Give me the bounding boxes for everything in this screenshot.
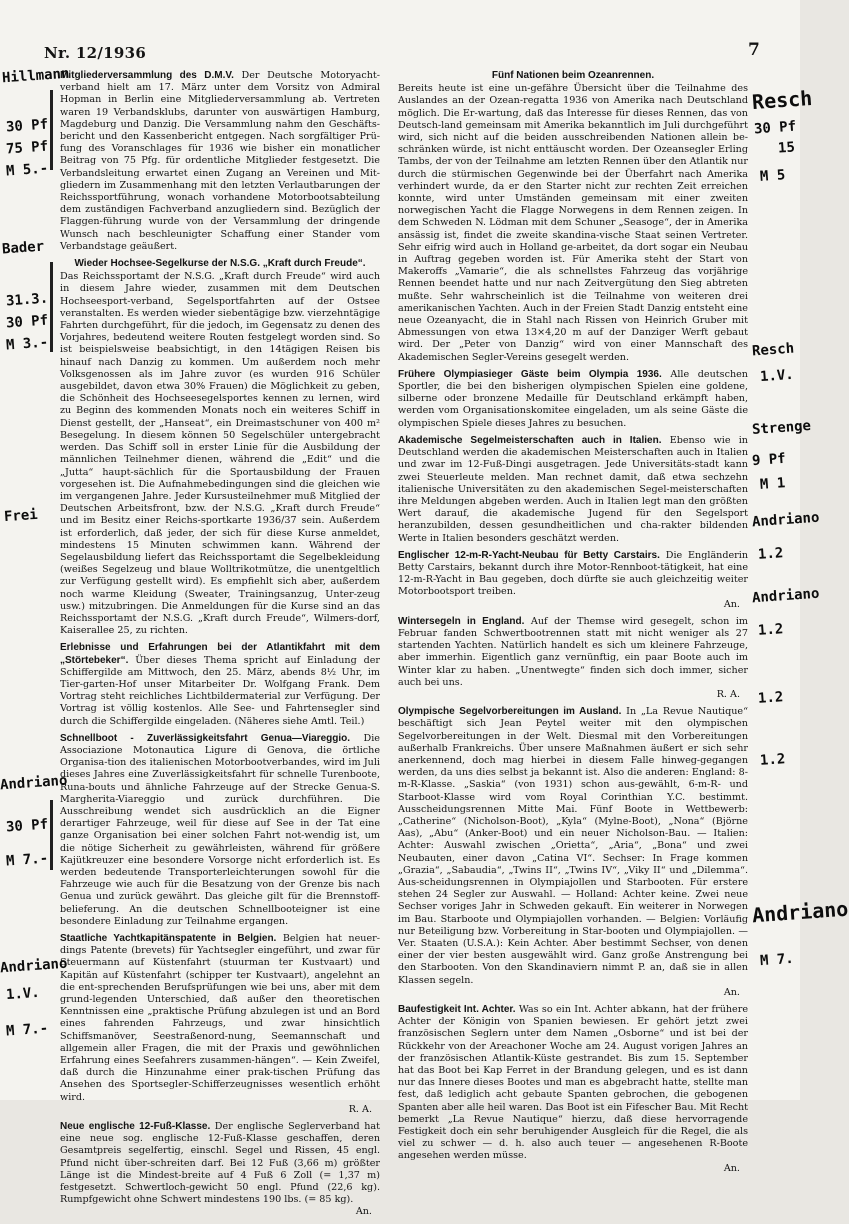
article-signature: An.: [355, 1206, 372, 1218]
handwritten-note: Andriano: [751, 509, 820, 531]
article-heading: Akademische Segelmeisterschaften auch in Italien.: [398, 434, 662, 446]
handwritten-note: 30 Pf: [753, 118, 797, 138]
handwritten-note: M 5.-: [5, 160, 49, 180]
handwritten-note: 30 Pf: [5, 816, 49, 836]
pen-stroke: [50, 262, 53, 352]
handwritten-note: 1.2: [759, 751, 786, 769]
article-body: Alle deutschen Sportler, die bei den bisherigen olympischen Spielen eine goldene, silberne oder bronzene Medaille für Deutschland erkämpft haben, werden vom Organisationskomitee eingeladen, um als seine Gäste die olympischen Spiele dieses Jahres zu besuchen.: [398, 368, 748, 429]
article: [60, 733, 380, 928]
handwritten-note: Andriano: [751, 896, 849, 928]
handwritten-note: Strenge: [751, 417, 812, 439]
pen-stroke: [50, 800, 53, 870]
handwritten-note: Hillmann: [1, 65, 70, 87]
handwritten-note: Andriano: [0, 772, 68, 794]
article-body: Der Deutsche Motoryacht-verband hielt am 17. März unter dem Vorsitz von Admiral Hopman in Berlin eine Mitgliederversammlung ab. Vertreten waren 19 Verbandsklubs, darunter von auswärtigen Hamburg, Magdeburg und Danzig. Die Versammlung nahm den Geschäfts-bericht und den Kassenbericht entgegen. Nach sorgfältiger Prü-fung des Voranschlages für 1936 wie bisher ein monatlicher Beitrag von 75 Pfg. für ordentliche Mitglieder festgesetzt. Die Verbandsleitung erwartet einen Zugang an Vereinen und Mit-gliedern im Zusammenhang mit den letzten Verlautbarungen der Reichssportführung, wonach vorhandene Motorbootsabteilung dem zuständigen Fachverband anzugliedern sind. Bezüglich der Flaggen-führung wurde von der Versammlung der dringende Wunsch nach beschleunigter Schaffung einer Stander vom Verbandstage geäußert.: [60, 70, 380, 252]
article: [398, 550, 748, 611]
article-body: Die Associazione Motonautica Ligure di Genova, die örtliche Organisa-tion des italienischen Motorbootverbandes, wird im Juli dieses Jahres eine Zuverlässigkeitsfahrt für schnelle Turenboote, Runa-bouts und ähnliche Fahrzeuge auf der Strecke Genua-S. Margherita-Viareggio und zurück durchführen. Die Ausschreibung wendet sich ausdrücklich an die Eigner derartiger Fahrzeuge, weil für diese auf See in der Tat eine ganze Organisation bei einer solchen Fahrt not-wendig ist, um die nötige Sicherheit zu gewährleisten, während für größere Kajütkreuzer eine besondere Vorsorge nicht erforderlich ist. Es werden bedeutende Transporterleichterungen sowohl für die Fahrzeuge wie auch für die Besatzung von der Grenze bis nach Genua und zurück gewährt. Das gleiche gilt für die Brennstoff-belieferung. An die deutschen Schnellbooteigner ist eine besondere Einladung zur Teilnahme ergangen.: [60, 732, 380, 927]
article-body: Bereits heute ist eine un-gefähre Übersicht über die Teilnahme des Auslandes an der Ozean-regatta 1936 von Amerika nach Deutschland möglich. Die Er-wartung, daß das Interesse für dieses Rennen, das von Deutsch-land gemeinsam mit Amerika bekanntlich im Juli durchgeführt wird, sich nicht auf die beiden ausschreibenden Nationen allein be-schränken würde, ist nicht enttäuscht worden. Der Ozeansegler Erling Tambs, der von der Teilnahme am letzten Rennen über den Atlantik nur durch die stürmischen Gegenwinde bei der Überfahrt nach Amerika verhindert wurde, da er den Starter nicht zur rechten Zeit erreichen konnte, wird unter Umständen gemeinsam mit einer zweiten norwegischen Yacht die Flagge Norwegens in dem Rennen zeigen. In dem Schweden N. Lödman mit dem Schuner „Seasoge“, der in Amerika ansässig ist, findet die zweite skandina-vische Staat seinen Vertreter. Sehr eifrig wird auch in Holland ge-arbeitet, da dort sogar ein Neubau in Auftrag gegeben worden ist. Für Amerika steht der Start von Makeroffs „Vamarie“, die als schnellstes Fahrzeug das vorjährige Rennen beendet hatte und nur nach Zeitvergütung den Sieg abtreten mußte. Sehr wahrscheinlich ist die Teilnahme von weiteren drei amerikanischen Yachten. Auch in der Freien Stadt Danzig entsteht eine neue Ozeanyacht, die in Stahl nach Rissen von Heinrich Gruber mit Abmessungen von etwa 13×4,20 m auf der Danziger Werft gebaut wird. Der „Peter von Danzig“ wird von einer Mannschaft des Akademischen Segler-Vereins gesegelt werden.: [398, 83, 748, 363]
article-body: In „La Revue Nautique“ beschäftigt sich Jean Peytel weiter mit den olympischen Segelvorbereitungen in der Welt. Diesmal mit den Vorbereitungen außerhalb Frankreichs. Über unsere Maßnahmen äußert er sich sehr anerkennend, doch mag hierbei in diesem Falle hinweg-gegangen werden, da uns dies selbst ja bekannt ist. Also die anderen: England: 8-m-R-Klasse. „Saskia“ (von 1931) schon aus-gewählt, 6-m-R- und Starboot-Klasse wird vom Royal Corinthian Y.C. bestimmt. Ausscheidungsrennen Mitte Mai. Fünf Boote in Wettbewerb: „Catherine“ (Nicholson-Boot), „Kyla“ (Mylne-Boot), „Nona“ (Björne Aas), „Abu“ (Anker-Boot) und ein neuer Nicholson-Bau. — Italien: Achter: Auswahl zwischen „Orietta“, „Aria“, „Bona“ und zwei Neubauten, einer davon „Catina VI“. Sechser: In Frage kommen „Grazia“, „Sabaudia“, „Twins II“, „Twins IV“, „Viky II“ und „Dilemma“. Aus-scheidungsrennen in Olympiajollen und Starbooten. Für erstere stehen 24 Segler zur Auswahl. — Holland: Achter keine. Zwei neue Sechser voriges Jahr in Schweden gekauft. Ein weiterer in Norwegen im Bau. Starboote und Olympiajollen vorhanden. — Belgien: Vorläufig nur Beteiligung bzw. Vorbereitung in Star-booten und Olympiajollen. — Ver. Staaten (U.S.A.): Kein Achter. Aber bestimmt Sechser, von denen einer der vier besten ausgewählt wird. Ganz große Anstrengung bei den Starbooten. Von den Skandinaviern nimmt P. an, daß sie in allen Klassen segeln.: [398, 706, 748, 986]
article-body: Belgien hat neuer-dings Patente (brevets) für Yachtsegler eingeführt, und zwar für Steuermann auf Küstenfahrt (stuurman ter Kustvaart) und Kapitän auf Küstenfahrt (schipper ter Kustvaart), angelehnt an die ent-sprechenden Berufsprüfungen wie bei uns, aber mit dem grund-legenden Unterschied, daß außer den theoretischen Kenntnissen eine „praktische Prüfung abzulegen ist und an Bord eines fahrenden Fahrzeugs, und zwar hinsichtlich Schiffsmanöver, Seestraßenord-nung, Seemannschaft und allgemein aller Fragen, die mit der Praxis und gewöhnlichen Erfahrung eines Seefahrers zusammen-hängen“. — Kein Zweifel, daß durch die Hinzunahme einer prak-tischen Prüfung das Ansehen des Sportsegler-Schifferzeugnisses wesentlich erhöht wird.: [60, 933, 380, 1103]
handwritten-note: 1.2: [757, 621, 784, 639]
article: [60, 933, 380, 1116]
handwritten-note: M 1: [759, 475, 786, 493]
article-body: Was so ein Int. Achter abkann, hat der frühere Achter der Königin von Spanien bewiesen. Er gehört jetzt zwei französischen Seglern unter dem Namen „Osborne“ und ist bei der Rückkehr von der Areachoner Woche am 24. August vorigen Jahres an der französischen Atlantik-Küste gestrandet. Bis zum 15. September hat das Boot bei Kap Ferret in der Brandung gelegen, und es ist dann nur das Innere dieses Bootes und man es abgebracht hatte, stellte man fest, daß lediglich acht gebaute Spanten gebrochen, die gebogenen Spanten aber alle heil waren. Das Boot ist ein Fifescher Bau. Mit Recht bemerkt „La Revue Nautique“ hierzu, daß diese hervorragende Festigkeit doch ein sehr beruhigender Ausgleich für die Regel, die als viel zu schwer — d. h. also auch teuer — angesehenen R-Boote angesehen werden müsse.: [398, 1004, 748, 1162]
article: [398, 369, 748, 430]
pen-stroke: [50, 90, 53, 170]
article-signature: R. A.: [348, 1103, 372, 1115]
article-signature: An.: [723, 986, 740, 998]
article: [398, 70, 748, 364]
article-signature: An.: [723, 1162, 740, 1174]
article-heading: Fünf Nationen beim Ozeanrennen.: [491, 70, 655, 81]
handwritten-note: 31.3.: [5, 290, 49, 310]
article: [60, 258, 380, 637]
handwritten-note: M 7.-: [5, 1020, 49, 1040]
article: [398, 706, 748, 999]
page-number: 7: [748, 40, 760, 60]
article-signature: R. A.: [716, 688, 740, 700]
article: [60, 642, 380, 727]
article-body: Über dieses Thema spricht auf Einladung der Schiffergilde am Mittwoch, den 25. März, abends 8½ Uhr, im Tier-garten-Hof unser Mitarbeiter Dr. Wolfgang Frank. Dem Vortrag steht reichliches Lichtbildermaterial zur Verfügung. Der Vortrag ist völlig kostenlos. Alle See- und Fahrtensegler sind durch die Schiffergilde eingeladen. (Näheres siehe Amtl. Teil.): [60, 654, 380, 727]
handwritten-note: 75 Pf: [5, 138, 49, 158]
article: [60, 70, 380, 253]
article-body: Ebenso wie in Deutschland werden die akademischen Meisterschaften auch in Italien und zwar im 12-Fuß-Dingi ausgetragen. Jede Universitäts-stadt kann zwei Steuerleute melden. Man rechnet damit, daß etwa sechzehn italienische Universitäten zu den akademischen Segel-meisterschaften ihre Meldungen abgeben werden. Auch in Italien legt man den größten Wert darauf, die akademische Jugend für den Segelsport heranzubilden, dessen gesundheitlichen und cha-rakter bildenden Werte in Italien besonders geschätzt werden.: [398, 434, 748, 544]
handwritten-note: Resch: [751, 340, 795, 360]
handwritten-note: M 5: [759, 167, 786, 185]
handwritten-note: M 7.: [759, 950, 795, 970]
article: [398, 616, 748, 701]
handwritten-note: 9 Pf: [751, 450, 787, 470]
right-column: [398, 70, 748, 1180]
handwritten-note: Resch: [751, 85, 813, 115]
article-signature: An.: [723, 598, 740, 610]
handwritten-note: 1.2: [757, 545, 784, 563]
article-heading: Erlebnisse und Erfahrungen bei der Atlantikfahrt mit dem „Störtebeker“.: [60, 642, 380, 666]
article: [60, 1121, 380, 1219]
article-heading: Neue englische 12-Fuß-Klasse.: [60, 1121, 211, 1133]
handwritten-note: M 7.-: [5, 850, 49, 870]
article-heading: Baufestigkeit Int. Achter.: [398, 1004, 516, 1016]
article: [398, 435, 748, 545]
article-heading: Staatliche Yachtkapitänspatente in Belgien.: [60, 933, 277, 945]
article-body: Das Reichssportamt der N.S.G. „Kraft durch Freude“ wird auch in diesem Jahre wieder, zusammen mit dem Deutschen Hochseesport-verband, Segelsportfahrten auf der Ostsee veranstalten. Es werden wieder siebentägige bzw. vierzehntägige Fahrten durchgeführt, für die jedoch, im Gegensatz zu denen des Vorjahres, bedeutend weitere Routen festgelegt worden sind. So ist beispielsweise beabsichtigt, in den 14tägigen Reisen bis hinauf nach Danzig zu kommen. Um außerdem noch mehr Volksgenossen als im Jahre zuvor (es wurden 916 Schüler ausgebildet, davon etwa 30% Frauen) die Möglichkeit zu geben, die Schönheit des Hochseesegelsportes kennen zu lernen, wird zu Beginn des kommenden Monats noch ein weiteres Schiff in Dienst gestellt, der „Hanseat“, ein Dreimastschuner von 400 m² Besegelung. In diesem können 50 Segelschüler untergebracht werden. Das Schiff soll in erster Linie für die Ausbildung der männlichen Teilnehmer dienen, während die „Edit“ und die „Jutta“ haupt-sächlich für die Sportausbildung der Frauen vorgesehen ist. Die Aufnahmebedingungen sind die gleichen wie im vergangenen Jahre. Jeder Kursusteilnehmer muß Mitglied der Deutschen Arbeitsfront, bzw. der N.S.G. „Kraft durch Freude“ und im Besitz einer Reichs-sportkarte 1936/37 sein. Außerdem ist erforderlich, daß jeder, der sich für diese Kurse anmeldet, mindestens 15 Minuten schwimmen kann. Während der Segelausbildung liefert das Reichssportamt die Segelbekleidung (weißes Segelzeug und blaue Wolltrikotmütze, die unentgeltlich zur Verfügung gestellt wird). Es empfiehlt sich aber, außerdem noch warme Kleidung (Sweater, Trainingsanzug, Unter-zeug usw.) mitzubringen. Die Anmeldungen für die Kurse sind an das Reichssportamt der N.S.G. „Kraft durch Freude“, Wilmers-dorf, Kaiserallee 25, zu richten.: [60, 271, 381, 637]
article-heading: Schnellboot - Zuverlässigkeitsfahrt Genua—Viareggio.: [60, 732, 351, 744]
article-heading: Wintersegeln in England.: [398, 615, 525, 627]
article: [398, 1004, 748, 1175]
handwritten-note: 1.V.: [759, 366, 795, 386]
handwritten-note: 30 Pf: [5, 116, 49, 136]
article-heading: Wieder Hochsee-Segelkurse der N.S.G. „Kraft durch Freude“.: [74, 258, 366, 270]
article-heading: Mitgliederversammlung des D.M.V.: [60, 70, 234, 81]
article-heading: Englischer 12-m-R-Yacht-Neubau für Betty Carstairs.: [398, 549, 660, 561]
issue-number: Nr. 12/1936: [44, 44, 147, 62]
handwritten-note: 30 Pf: [5, 312, 49, 332]
article-heading: Frühere Olympiasieger Gäste beim Olympia 1936.: [398, 368, 662, 380]
handwritten-note: Frei: [3, 506, 39, 526]
handwritten-note: Bader: [1, 238, 45, 258]
article-heading: Olympische Segelvorbereitungen im Ausland.: [398, 706, 622, 718]
handwritten-note: 1.V.: [5, 984, 41, 1004]
article-body: Auf der Themse wird gesegelt, schon im Februar fanden Schwertbootrennen statt mit nicht weniger als 27 startenden Yachten. Natürlich handelt es sich um kleinere Fahrzeuge, aber immerhin. Eigentlich ganz vernünftig, ein paar Boote auch im Winter klar zu haben. „Unentwegte“ finden sich doch immer, sicher auch bei uns.: [398, 615, 748, 688]
handwritten-note: 1.2: [757, 689, 784, 707]
handwritten-note: Andriano: [751, 585, 820, 607]
article-body: Der englische Seglerverband hat eine neue sog. englische 12-Fuß-Klasse geschaffen, deren Gesamtpreis segelfertig, einschl. Segel und Rissen, 45 engl. Pfund nicht über-schreiten darf. Bei 12 Fuß (3,66 m) größter Länge ist die Mindest-breite auf 4 Fuß 6 Zoll (= 1,37 m) festgesetzt. Schwertloch-gewicht 50 engl. Pfund (22,6 kg). Rumpfgewicht ohne Schwert mindestens 190 lbs. (= 85 kg).: [60, 1121, 380, 1206]
left-column: [60, 70, 380, 1224]
handwritten-note: M 3.-: [5, 334, 49, 354]
handwritten-note: 15: [777, 139, 796, 157]
article-body: Die Engländerin Betty Carstairs, bekannt durch ihre Motor-Rennboot-tätigkeit, hat eine 12-m-R-Yacht in Bau gegeben, doch dürfte sie auch gleichzeitig weiter Motorbootsport treiben.: [398, 549, 748, 598]
handwritten-note: Andriano: [0, 955, 68, 977]
